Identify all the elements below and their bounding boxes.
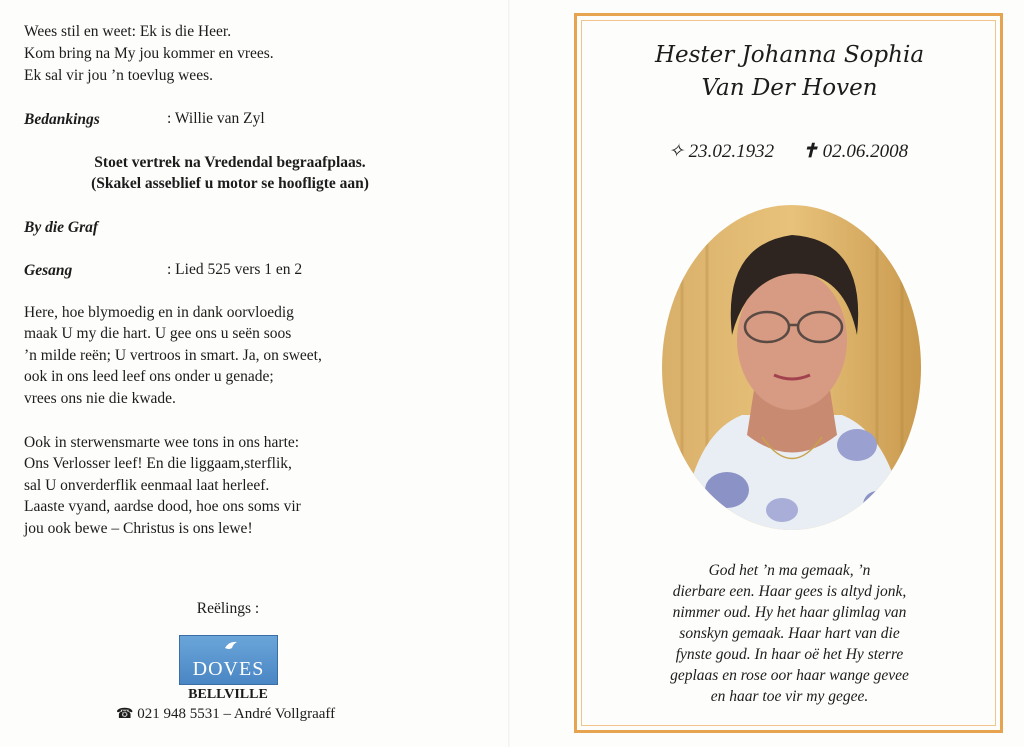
- contact-line: [116, 704, 335, 725]
- opening-line-3: Ek sal vir jou ’n toevlug wees.: [24, 67, 213, 84]
- opening-line-1: Wees stil en weet: Ek is die Heer.: [24, 23, 232, 40]
- death-date: [802, 140, 908, 163]
- poem-line-7: en haar toe vir my gegee.: [710, 688, 869, 705]
- hymn-verse1-line-3: ’n milde reën; U vertroos in smart. Ja, on sweet,: [24, 347, 322, 364]
- hymn-verse1-line-4: ook in ons leed leef ons onder u genade;: [24, 368, 274, 385]
- doves-logo: [179, 635, 278, 685]
- hymn-verse1-line-1: Here, hoe blymoedig en in dank oorvloedig: [24, 304, 294, 321]
- gesang-value: : Lied 525 vers 1 en 2: [167, 261, 303, 278]
- logo-city: BELLVILLE: [188, 687, 268, 702]
- hymn-verse2-line-3: sal U onverderflik eenmaal laat herleef.: [24, 477, 270, 494]
- portrait-photo: [662, 205, 921, 530]
- deceased-name-line-2: Van Der Hoven: [701, 75, 878, 101]
- poem-line-1: God het ’n ma gemaak, ’n: [708, 562, 871, 579]
- by-die-graf-heading: By die Graf: [24, 219, 99, 236]
- poem-line-6: geplaas en rose oor haar wange gevee: [670, 667, 909, 684]
- hymn-verse1-line-2: maak U my die hart. U gee ons u seën soos: [24, 325, 292, 342]
- hymn-verse2-line-4: Laaste vyand, aardse dood, hoe ons soms vir: [24, 498, 301, 515]
- poem-line-2: dierbare een. Haar gees is altyd jonk,: [672, 583, 907, 600]
- hymn-verse2-line-1: Ook in sterwensmarte wee tons in ons harte:: [24, 434, 300, 451]
- poem-line-5: fynste goud. In haar oë het Hy sterre: [675, 646, 904, 663]
- cross-icon: ✝: [802, 141, 818, 162]
- hymn-verse1-line-5: vrees ons nie die kwade.: [24, 390, 176, 407]
- page-fold: [508, 0, 510, 747]
- logo-wordmark: DOVES: [192, 658, 265, 680]
- birth-date: [668, 140, 774, 163]
- bedankings-value: : Willie van Zyl: [167, 110, 265, 127]
- departure-line-2: (Skakel asseblief u motor se hoofligte aan): [91, 175, 369, 192]
- gesang-label: Gesang: [24, 262, 73, 279]
- birth-star-icon: ✧: [668, 141, 684, 162]
- dove-icon: [224, 639, 238, 653]
- poem-line-3: nimmer oud. Hy het haar glimlag van: [672, 604, 907, 621]
- departure-line-1: Stoet vertrek na Vredendal begraafplaas.: [94, 154, 366, 171]
- deceased-name-line-1: Hester Johanna Sophia: [654, 42, 925, 68]
- bedankings-label: Bedankings: [24, 111, 100, 128]
- birth-date-value: 23.02.1932: [688, 141, 775, 162]
- death-date-value: 02.06.2008: [822, 141, 909, 162]
- reelings-label: Reëlings :: [196, 600, 260, 617]
- opening-line-2: Kom bring na My jou kommer en vrees.: [24, 45, 274, 62]
- hymn-verse2-line-5: jou ook bewe – Christus is ons lewe!: [24, 520, 253, 537]
- telephone-icon: ☎: [116, 707, 134, 722]
- contact-text: 021 948 5531 – André Vollgraaff: [137, 706, 336, 722]
- hymn-verse2-line-2: Ons Verlosser leef! En die liggaam,sterflik,: [24, 455, 292, 472]
- poem-line-4: sonskyn gemaak. Haar hart van die: [679, 625, 900, 642]
